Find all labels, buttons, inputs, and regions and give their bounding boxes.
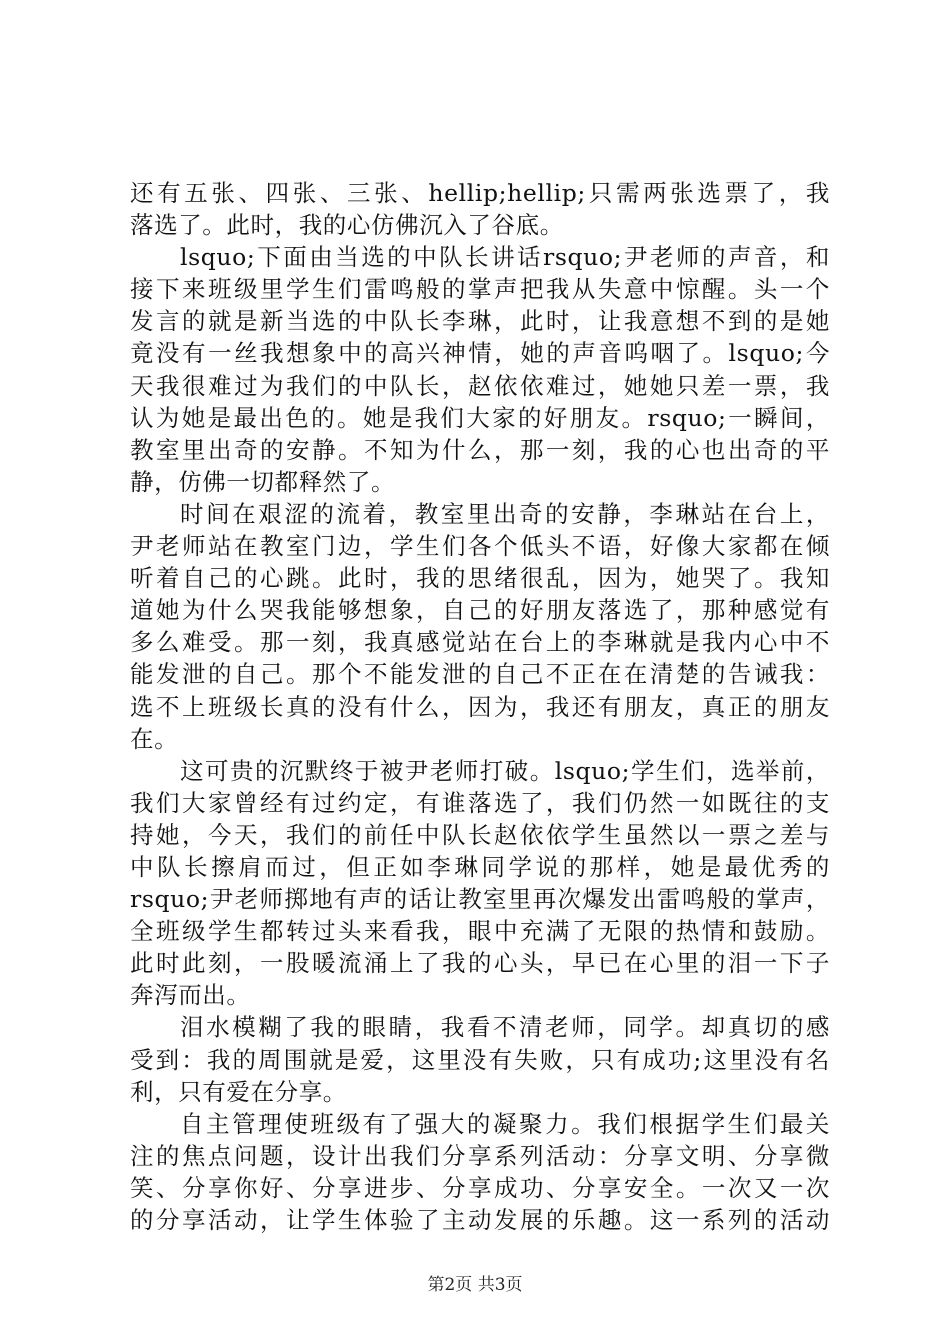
text-line: 竟没有一丝我想象中的高兴神情，她的声音呜咽了。lsquo;今 [130, 339, 830, 368]
text-line: 接下来班级里学生们雷鸣般的掌声把我从失意中惊醒。头一个 [130, 275, 830, 304]
text-line: 在。 [130, 724, 179, 753]
text-line: 天我很难过为我们的中队长，赵依依难过，她她只差一票，我 [130, 371, 830, 400]
text-line: 落选了。此时，我的心仿佛沉入了谷底。 [130, 211, 564, 240]
text-line: 奔泻而出。 [130, 981, 251, 1010]
text-line: 时间在艰涩的流着，教室里出奇的安静，李琳站在台上， [180, 499, 830, 528]
text-line: 道她为什么哭我能够想象，自己的好朋友落选了，那种感觉有 [130, 596, 830, 625]
text-line: 注的焦点问题，设计出我们分享系列活动：分享文明、分享微 [130, 1141, 830, 1170]
text-line: 听着自己的心跳。此时，我的思绪很乱，因为，她哭了。我知 [130, 564, 830, 593]
text-line: 静，仿佛一切都释然了。 [130, 467, 396, 496]
text-line: 我们大家曾经有过约定，有谁落选了，我们仍然一如既往的支 [130, 788, 830, 817]
text-line: rsquo;尹老师掷地有声的话让教室里再次爆发出雷鸣般的掌声， [130, 885, 830, 914]
text-line: 多么难受。那一刻，我真感觉站在台上的李琳就是我内心中不 [130, 628, 830, 657]
text-line: 中队长擦肩而过，但正如李琳同学说的那样，她是最优秀的 [130, 852, 830, 881]
text-line: 发言的就是新当选的中队长李琳，此时，让我意想不到的是她 [130, 307, 830, 336]
text-line: 此时此刻，一股暖流涌上了我的心头，早已在心里的泪一下子 [130, 949, 830, 978]
text-line: 选不上班级长真的没有什么，因为，我还有朋友，真正的朋友 [130, 692, 830, 721]
document-body [130, 177, 830, 1236]
text-line: 教室里出奇的安静。不知为什么，那一刻，我的心也出奇的平 [130, 435, 830, 464]
text-line: 的分享活动，让学生体验了主动发展的乐趣。这一系列的活动 [130, 1206, 830, 1234]
text-line: 认为她是最出色的。她是我们大家的好朋友。rsquo;一瞬间， [130, 403, 830, 432]
text-line: 能发泄的自己。那个不能发泄的自己不正在在清楚的告诫我： [130, 660, 830, 689]
text-line: 持她，今天，我们的前任中队长赵依依学生虽然以一票之差与 [130, 820, 830, 849]
text-line: 尹老师站在教室门边，学生们各个低头不语，好像大家都在倾 [130, 532, 830, 561]
text-line: 利，只有爱在分享。 [130, 1077, 347, 1106]
text-line: 还有五张、四张、三张、hellip;hellip;只需两张选票了，我 [130, 179, 830, 207]
text-line: 泪水模糊了我的眼睛，我看不清老师，同学。却真切的感 [180, 1013, 830, 1042]
text-line: 笑、分享你好、分享进步、分享成功、分享安全。一次又一次 [130, 1173, 830, 1202]
text-line: 受到：我的周围就是爱，这里没有失败，只有成功;这里没有名 [130, 1045, 830, 1074]
page-footer: 第2页 共3页 [427, 1275, 523, 1295]
text-line: 全班级学生都转过头来看我，眼中充满了无限的热情和鼓励。 [130, 917, 830, 946]
text-line: lsquo;下面由当选的中队长讲话rsquo;尹老师的声音，和 [180, 243, 830, 272]
text-line: 自主管理使班级有了强大的凝聚力。我们根据学生们最关 [180, 1109, 830, 1138]
text-line: 这可贵的沉默终于被尹老师打破。lsquo;学生们，选举前， [180, 756, 830, 785]
